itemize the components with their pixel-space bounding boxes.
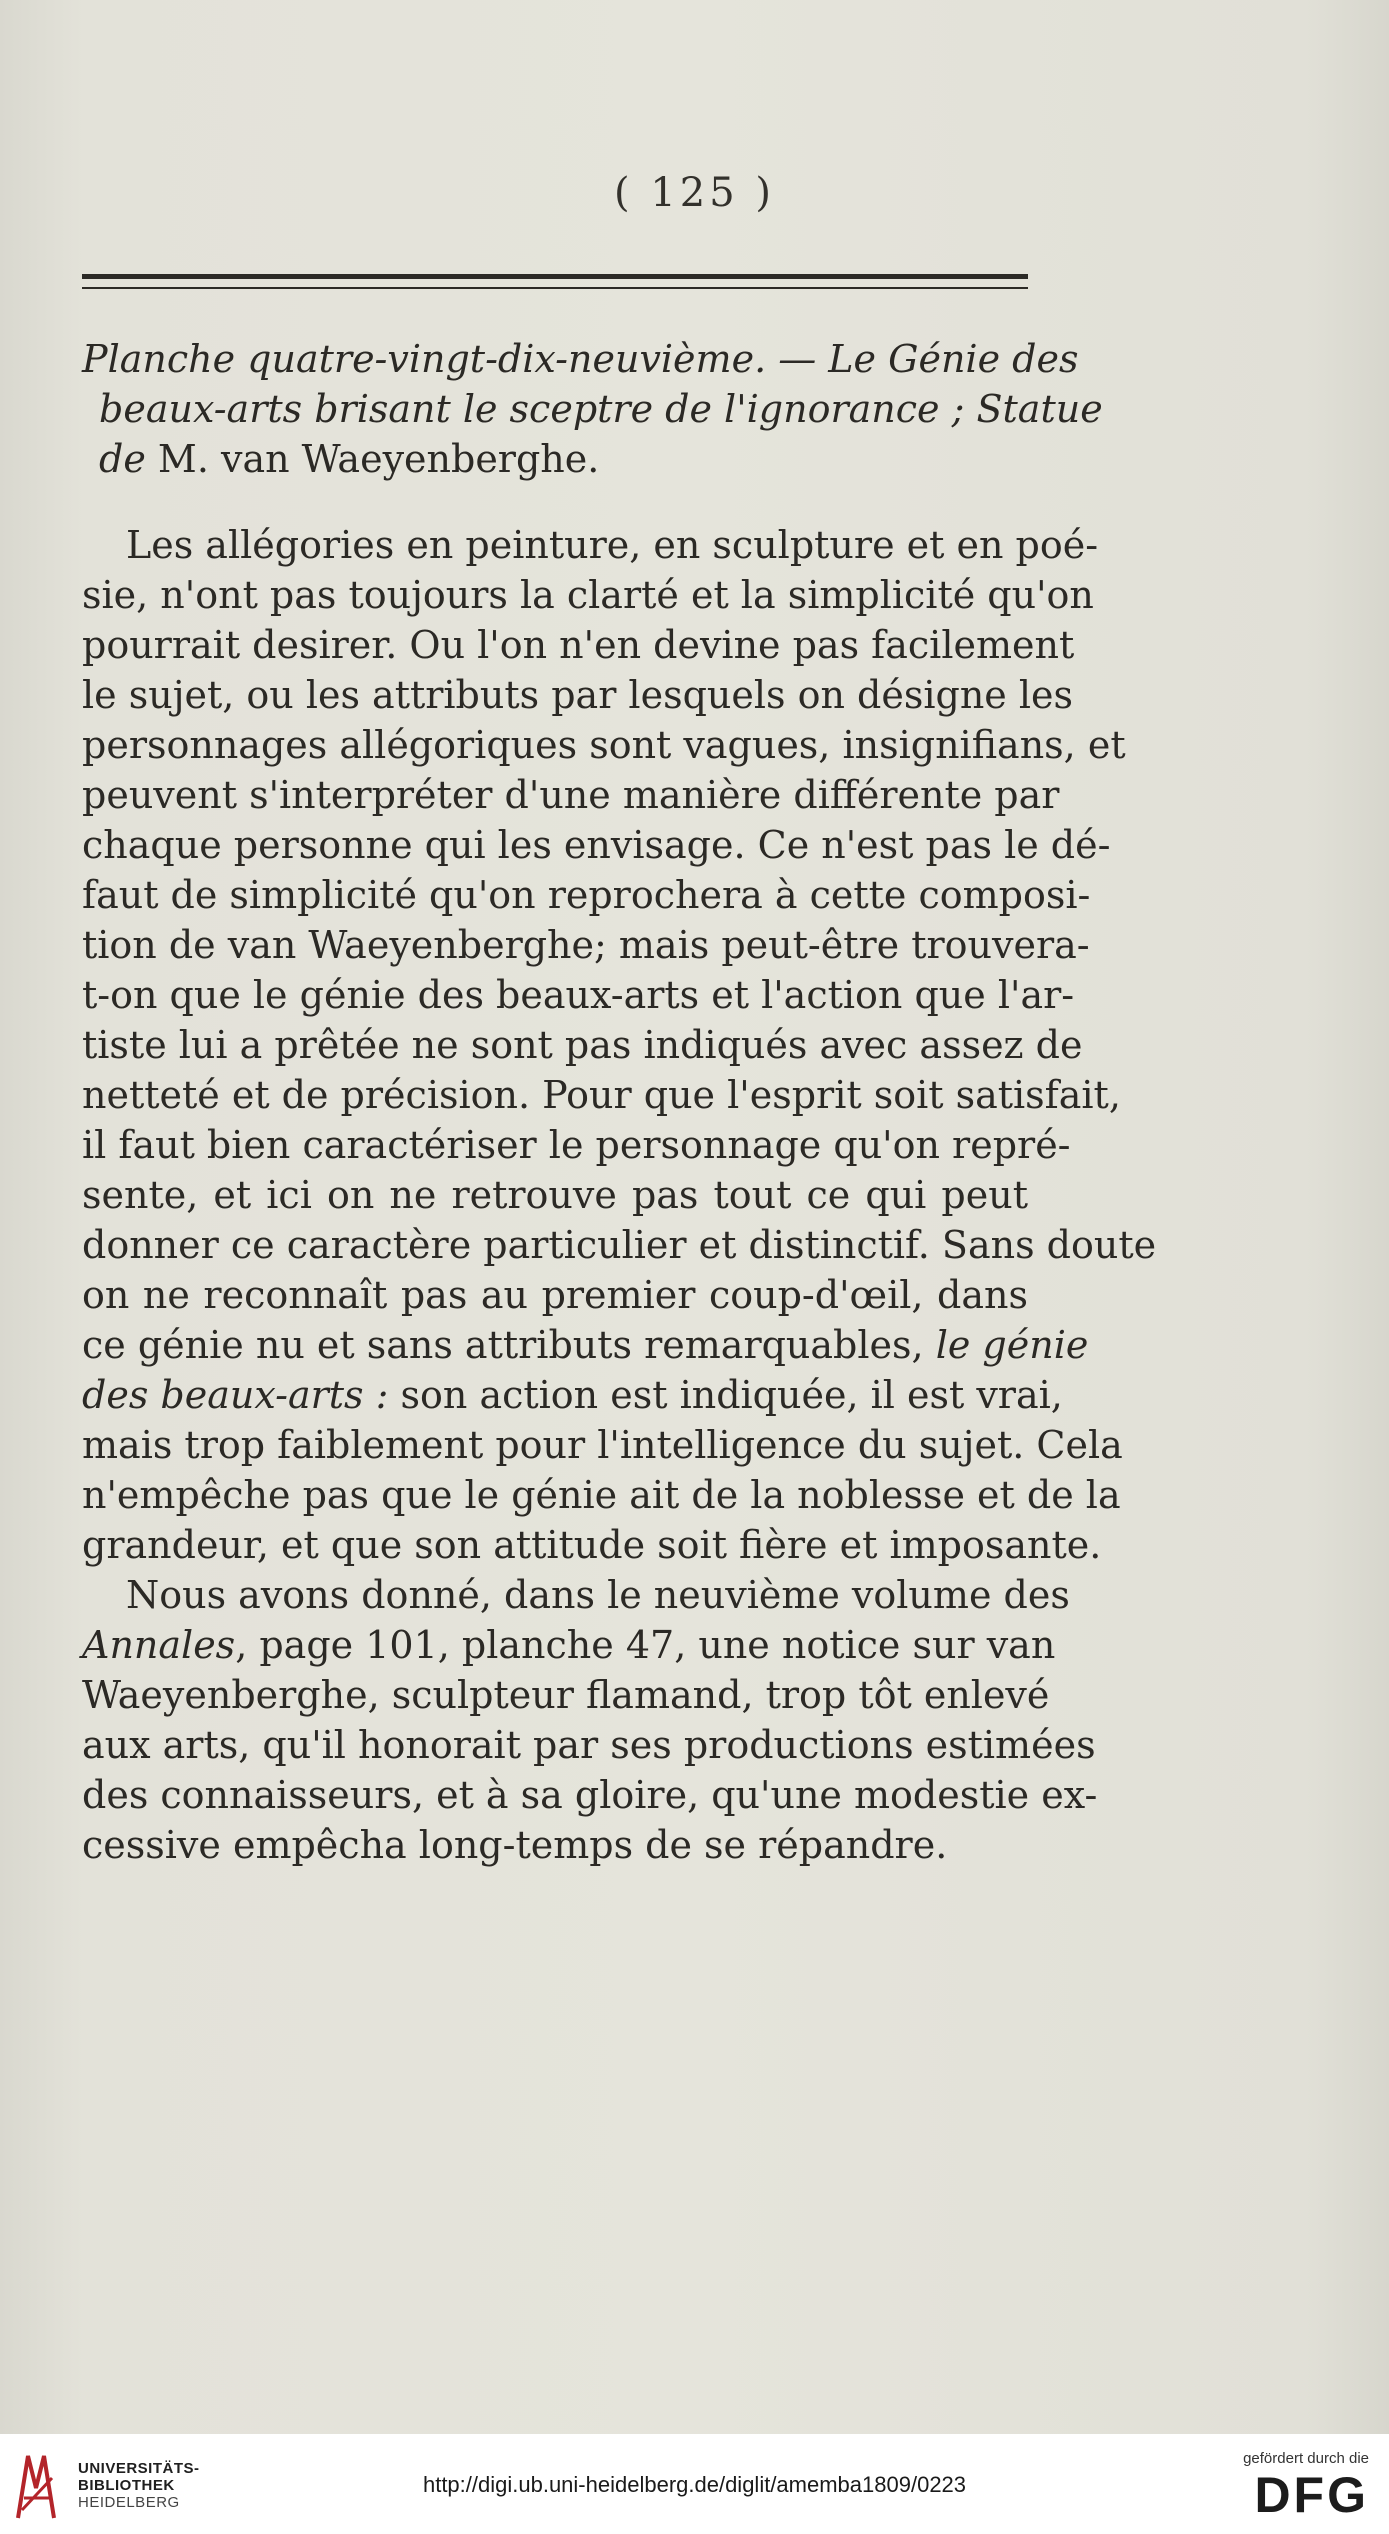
text-segment: , page 101, planche 47, une notice sur van <box>235 1623 1056 1667</box>
text-line: chaque personne qui les envisage. Ce n'est pas le dé- <box>82 823 1111 867</box>
text-line: des connaisseurs, et à sa gloire, qu'une modestie ex- <box>82 1773 1098 1817</box>
source-url-link[interactable]: http://digi.ub.uni-heidelberg.de/diglit/amemba1809/0223 <box>422 2472 967 2497</box>
dfg-logo: DFG <box>1254 2467 1369 2523</box>
text-line: mais trop faiblement pour l'intelligence du sujet. Cela <box>82 1423 1123 1467</box>
text-line: sie, n'ont pas toujours la clarté et la simplicité qu'on <box>82 573 1094 617</box>
footer-bar <box>0 2434 1389 2534</box>
text-line: le sujet, ou les attributs par lesquels on désigne les <box>82 673 1074 717</box>
text-line: grandeur, et que son attitude soit fière et imposante. <box>82 1523 1102 1567</box>
text-line: netteté et de précision. Pour que l'esprit soit satisfait, <box>82 1073 1121 1117</box>
text-line: Nous avons donné, dans le neuvième volume des <box>126 1573 1070 1617</box>
plate-title <box>82 334 1103 484</box>
text-line: cessive empêcha long-temps de se répandre. <box>82 1823 948 1867</box>
text-line: aux arts, qu'il honorait par ses productions estimées <box>82 1723 1096 1767</box>
text-line <box>82 1320 1089 1370</box>
text-line <box>82 1370 1063 1420</box>
text-line: Waeyenberghe, sculpteur flamand, trop tôt enlevé <box>82 1673 1050 1717</box>
text-line: tion de van Waeyenberghe; mais peut-être trouvera- <box>82 923 1090 967</box>
text-line: donner ce caractère particulier et distinctif. Sans doute <box>82 1223 1157 1267</box>
text-line: pourrait desirer. Ou l'on n'en devine pas facilement <box>82 623 1075 667</box>
page-number: ( 125 ) <box>614 170 775 216</box>
body-text <box>82 520 1157 1870</box>
header-rule-thin <box>82 287 1028 289</box>
text-line: personnages allégoriques sont vagues, insignifians, et <box>82 723 1126 767</box>
plate-title-line <box>82 434 1028 484</box>
funding-credit <box>1209 2450 1369 2523</box>
text-line: t-on que le génie des beaux-arts et l'action que l'ar- <box>82 973 1075 1017</box>
plate-title-artist: M. van Waeyenberghe. <box>157 437 600 481</box>
text-line: sente, et ici on ne retrouve pas tout ce qui peut <box>82 1173 1028 1217</box>
header-rule-thick <box>82 274 1028 279</box>
text-line: peuvent s'interpréter d'une manière différente par <box>82 773 1060 817</box>
text-line: tiste lui a prêtée ne sont pas indiqués avec assez de <box>82 1023 1083 1067</box>
library-name-line: BIBLIOTHEK <box>78 2477 175 2494</box>
text-line: il faut bien caractériser le personnage qu'on repré- <box>82 1123 1071 1167</box>
text-segment-italic: Annales <box>82 1623 236 1667</box>
library-name-line: HEIDELBERG <box>78 2494 180 2511</box>
text-line <box>82 1620 1056 1670</box>
text-line: n'empêche pas que le génie ait de la noblesse et de la <box>82 1473 1121 1517</box>
text-line: faut de simplicité qu'on reprochera à cette composi- <box>82 873 1091 917</box>
funding-caption: gefördert durch die <box>1243 2450 1369 2467</box>
text-segment-italic: des beaux-arts : <box>82 1373 389 1417</box>
plate-title-line: Planche quatre-vingt-dix-neuvième. — Le Génie des <box>82 337 1079 381</box>
plate-title-line: beaux-arts brisant le sceptre de l'ignorance ; Statue <box>99 387 1103 431</box>
text-segment: son action est indiquée, il est vrai, <box>400 1373 1063 1417</box>
text-line: Les allégories en peinture, en sculpture et en poé- <box>126 523 1099 567</box>
plate-title-de: de <box>99 437 146 481</box>
text-segment: ce génie nu et sans attributs remarquables, <box>82 1323 924 1367</box>
text-segment-italic: le génie <box>935 1323 1089 1367</box>
library-name-line: UNIVERSITÄTS- <box>78 2460 200 2477</box>
text-line: on ne reconnaît pas au premier coup-d'œil, dans <box>82 1273 1028 1317</box>
